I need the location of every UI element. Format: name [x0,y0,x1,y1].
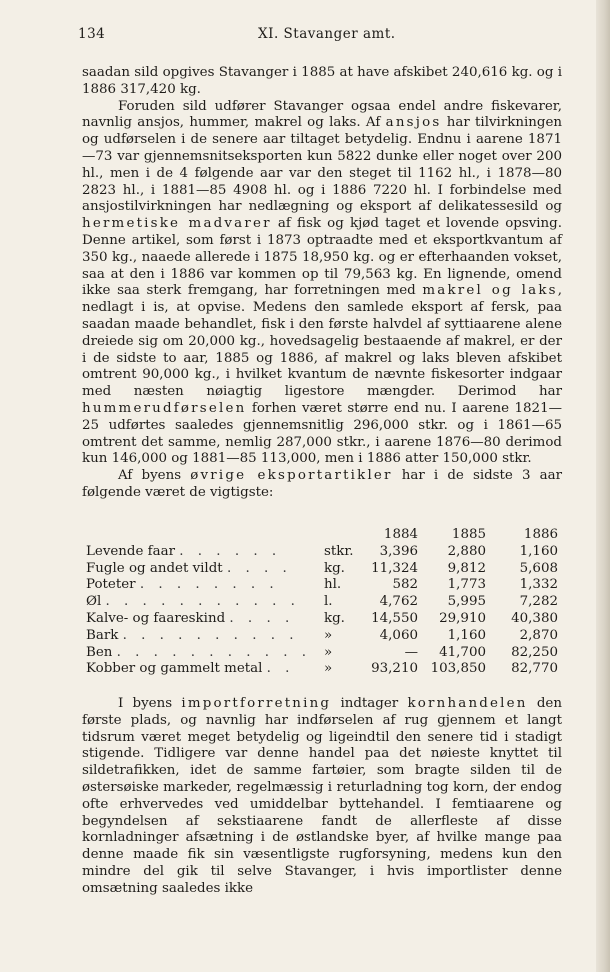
row-name: Ben [86,644,113,660]
value-cell: 1,332 [519,577,558,593]
year-header: 1885 [451,527,486,542]
spaced-term: hummerudførselen [82,400,247,416]
row-name: Fugle og andet vildt [86,560,223,576]
value-cell: 14,550 [371,610,418,626]
spaced-term: kornhandelen [407,696,528,711]
dot-leader: . . . . [226,560,292,576]
row-unit: l. [324,594,333,610]
page-number: 134 [78,26,106,42]
paragraph [82,468,562,502]
table-row [86,577,566,594]
row-unit: » [324,644,333,660]
table-row [86,544,566,561]
value-cell: 582 [392,577,418,593]
row-label [86,544,281,561]
row-name: Levende faar [86,543,176,559]
table-row [86,561,566,578]
value-cell: 11,324 [371,560,418,576]
row-unit: hl. [324,577,342,593]
paragraph-text: , nedlagt i is, at opvise. Medens den samlede eksport af fersk, paa saadan maade behandlet, fisk i den første halvdel af syttiaarene alene dreiede sig om 20,000 kg., hovedsagelig bestaaende af makrel, er der i de sidste to aar, 1885 og 1886, af makrel og laks bleven afskibet omtrent 90,000 kg., i hvilket kvantum de nævnte fiskesorter indgaar med næsten nøiagtig ligestore mængder. Derimod har [82,283,562,400]
row-label [86,594,300,611]
row-name: Poteter [86,577,136,593]
value-cell: 1,160 [519,543,558,559]
table-row [86,628,566,645]
value-cell: 7,282 [519,594,558,610]
running-title: XI. Stavanger amt. [258,26,396,42]
dot-leader: . . [266,661,295,677]
row-label [86,628,298,645]
paragraph-text: I byens [118,696,182,711]
spaced-term: makrel og laks [422,283,558,299]
row-unit: » [324,661,333,677]
value-cell: 2,870 [519,627,558,643]
paragraph-text: af fisk og kjød taget et lovende opsving. Denne artikel, som først i 1873 optraadte med et eksportkvantum af 350 kg., naaede allerede i 1875 18,950 kg. og er efterhaanden vokset, saa at den i 1886 var kommen op til 79,563 kg. En lignende, omend ikke saa sterk fremgang, har forretningen med [82,216,563,299]
value-cell: 93,210 [371,661,418,677]
value-cell: 40,380 [511,610,558,626]
row-name: Kalve- og faareskind [86,610,226,626]
paragraph [82,99,562,469]
value-cell: 5,608 [519,560,558,576]
paragraph-text: har i de sidste 3 aar følgende været de vigtigste: [82,468,563,500]
table-row [86,645,566,662]
dot-leader: . . . . . . [179,543,282,559]
table-row [86,594,566,611]
value-cell: 103,850 [430,661,486,677]
spaced-term: hermetiske madvarer [82,216,272,232]
row-label [86,661,294,678]
page-edge [596,0,610,972]
row-unit: kg. [324,610,345,626]
paragraph-text: Foruden sild udfører Stavanger ogsaa endel andre fiskevarer, navnlig ansjos, hummer, makrel og laks. Af [82,98,562,131]
value-cell: 1,773 [447,577,486,593]
value-cell: 9,812 [447,560,486,576]
value-cell: 82,770 [511,661,558,677]
year-header: 1886 [523,527,558,542]
row-name: Bark [86,627,119,643]
table-body [86,544,566,678]
row-label [86,561,292,578]
value-cell: — [404,644,418,660]
row-name: Kobber og gammelt metal [86,661,263,677]
value-cell: 3,396 [379,543,418,559]
running-header [78,26,558,44]
table-row [86,661,566,678]
value-cell: 82,250 [511,644,558,660]
dot-leader: . . . . . . . . . . . [105,594,300,610]
row-unit: » [324,627,333,643]
value-cell: 4,762 [379,594,418,610]
paragraph-text: indtager [331,696,408,711]
table-header-row [86,527,566,544]
dot-leader: . . . . . . . . . . . [116,644,312,660]
value-cell: 4,060 [379,627,418,643]
paragraph-text: forhen været større end nu. I aarene 1821—25 udførtes saaledes gjennemsnitlig 296,000 stkr. og i 1861—65 omtrent det samme, nemlig 287,000 stkr., i aarene 1876—80 derimod kun 146,000 og 1881—85 113,000, men i 1886 atter 150,000 stkr. [82,400,562,467]
value-cell: 1,160 [447,627,486,643]
spaced-term: ansjos [385,115,442,131]
spaced-term: øvrige eksportartikler [190,468,393,484]
dot-leader: . . . . . . . . [139,577,279,593]
row-unit: stkr. [324,543,354,559]
value-cell: 41,700 [439,644,486,660]
year-header: 1884 [383,527,418,542]
row-unit: kg. [324,560,345,576]
value-cell: 29,910 [439,610,486,626]
paragraph-text: Af byens [118,468,191,484]
value-cell: 5,995 [447,594,486,610]
paragraph [82,696,562,898]
dot-leader: . . . . [229,610,295,626]
spaced-term: importforretning [181,696,332,711]
row-label [86,611,294,628]
table-row [86,611,566,628]
paragraph [82,65,562,99]
body-text-top [82,65,562,502]
value-cell: 2,880 [447,543,486,559]
paragraph-text: den første plads, og navnlig har indførselen af rug gjennem et langt tidsrum været meget betydelig og ligeindtil den senere tid i stadigt stigende. Tidligere var denne handel paa det nøieste knyttet til sildetrafikken, idet de samme fartøier, som bragte silden til de østersøiske markeder, regelmæssig i returladning tog korn, der endog ofte erhvervedes ved umiddelbar byttehandel. I femtiaarene og begyndelsen af sekstiaarene fandt de allerfleste af disse kornladninger afsætning i de østlandske byer, af hvilke mange paa denne maade fik sin væsentligste rugforsyning, medens kun den mindre del gik til selve Stavanger, i hvis importlister denne omsætning saaledes ikke [82,696,562,896]
paragraph-text: saadan sild opgives Stavanger i 1885 at have afskibet 240,616 kg. og i 1886 317,420 kg. [82,65,562,97]
row-label [86,577,279,594]
row-name: Øl [86,594,102,610]
export-table [86,527,566,678]
paragraph-text: har tilvirkningen og udførselen i de senere aar tiltaget betydelig. Endnu i aarene 1871—73 var gjennemsnitseksporten kun 5822 dunke eller noget over 200 hl., men i de 4 følgende aar var den steget til 1162 hl., i 1878—80 2823 hl., i 1881—85 4908 hl. og i 1886 7220 hl. I forbindelse med ansjostilvirkningen har nedlægning og eksport af delikatessesild og [82,115,562,215]
dot-leader: . . . . . . . . . . [122,627,299,643]
body-text-bottom [82,696,562,898]
row-label [86,645,311,662]
